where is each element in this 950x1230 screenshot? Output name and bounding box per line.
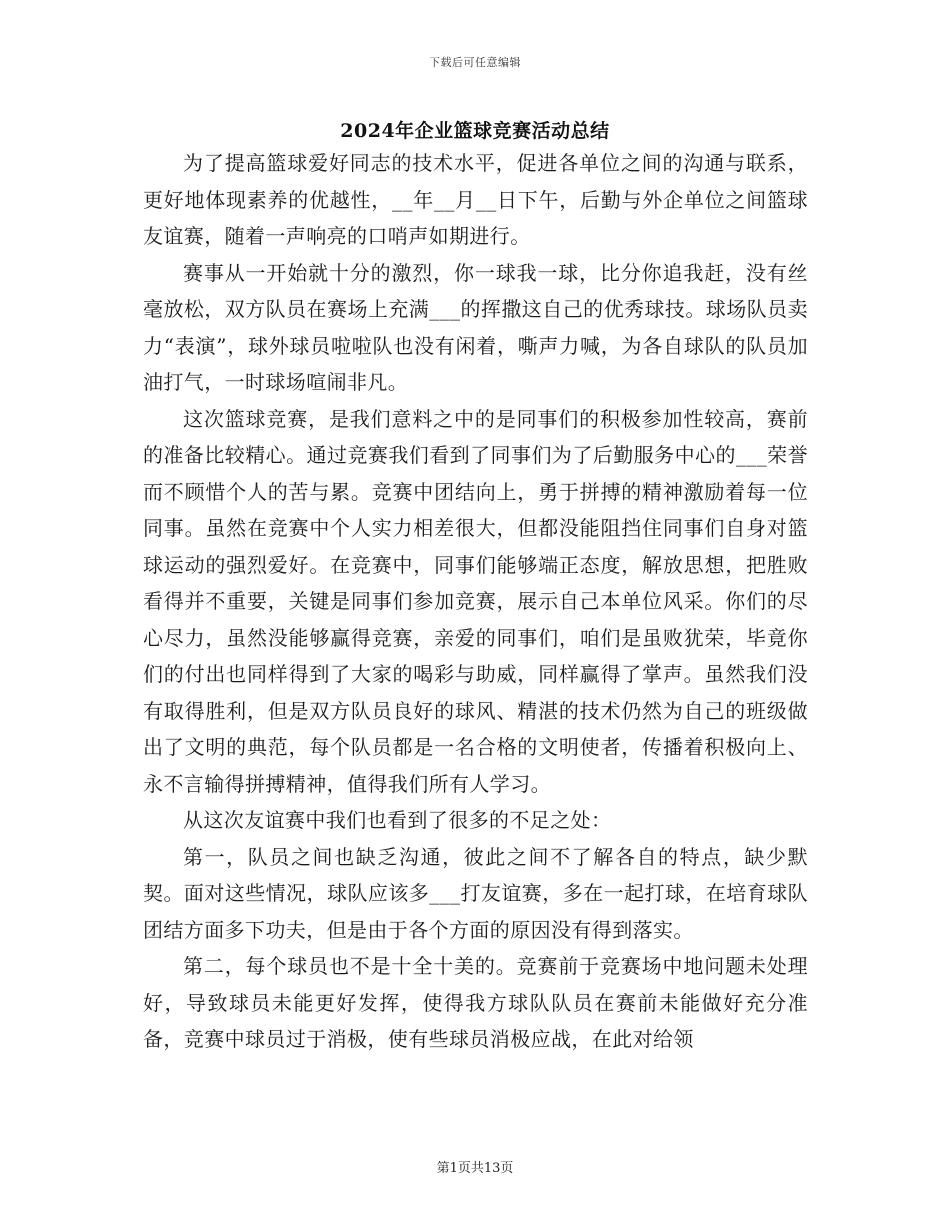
page-number: 第1页共13页	[436, 1161, 514, 1176]
paragraph-point-one: 第一，队员之间也缺乏沟通，彼此之间不了解各自的特点，缺少默契。面对这些情况，球队应该多___打友谊赛，多在一起打球，在培育球队团结方面多下功夫，但是由于各个方面的原因没有得到落实。	[143, 844, 808, 942]
page-header-note: 下载后可任意编辑	[429, 56, 521, 69]
paragraph-match: 赛事从一开始就十分的激烈，你一球我一球，比分你追我赶，没有丝毫放松，双方队员在赛场上充满___的挥撒这自己的优秀球技。球场队员卖力“表演”，球外球员啦啦队也没有闲着，嘶声力喊，为各自球队的队员加油打气，一时球场喧闹非凡。	[143, 260, 808, 394]
paragraph-reflection: 这次篮球竞赛，是我们意料之中的是同事们的积极参加性较高，赛前的准备比较精心。通过竞赛我们看到了同事们为了后勤服务中心的___荣誉而不顾惜个人的苦与累。竞赛中团结向上，勇于拼搏的精神激励着每一位同事。虽然在竞赛中个人实力相差很大，但都没能阻挡住同事们自身对篮球运动的强烈爱好。在竞赛中，同事们能够端正态度，解放思想，把胜败看得并不重要，关键是同事们参加竞赛，展示自己本单位风采。你们的尽心尽力，虽然没能够赢得竞赛，亲爱的同事们，咱们是虽败犹荣，毕竟你们的付出也同样得到了大家的喝彩与助威，同样赢得了掌声。虽然我们没有取得胜利，但是双方队员良好的球风、精湛的技术仍然为自己的班级做出了文明的典范，每个队员都是一名合格的文明使者，传播着积极向上、永不言输得拼搏精神，值得我们所有人学习。	[143, 406, 808, 796]
paragraph-intro: 为了提高篮球爱好同志的技术水平，促进各单位之间的沟通与联系，更好地体现素养的优越性，__年__月__日下午，后勤与外企单位之间篮球友谊赛，随着一声响亮的口哨声如期进行。	[143, 151, 808, 248]
paragraph-point-two: 第二，每个球员也不是十全十美的。竞赛前于竞赛场中地问题未处理好，导致球员未能更好发挥，使得我方球队队员在赛前未能做好充分准备，竞赛中球员过于消极，使有些球员消极应战，在此对给领	[143, 954, 808, 1051]
document-title: 2024年企业篮球竞赛活动总结	[340, 120, 610, 142]
paragraph-shortcomings-intro: 从这次友谊赛中我们也看到了很多的不足之处：	[183, 808, 612, 832]
document-body	[143, 145, 808, 1058]
